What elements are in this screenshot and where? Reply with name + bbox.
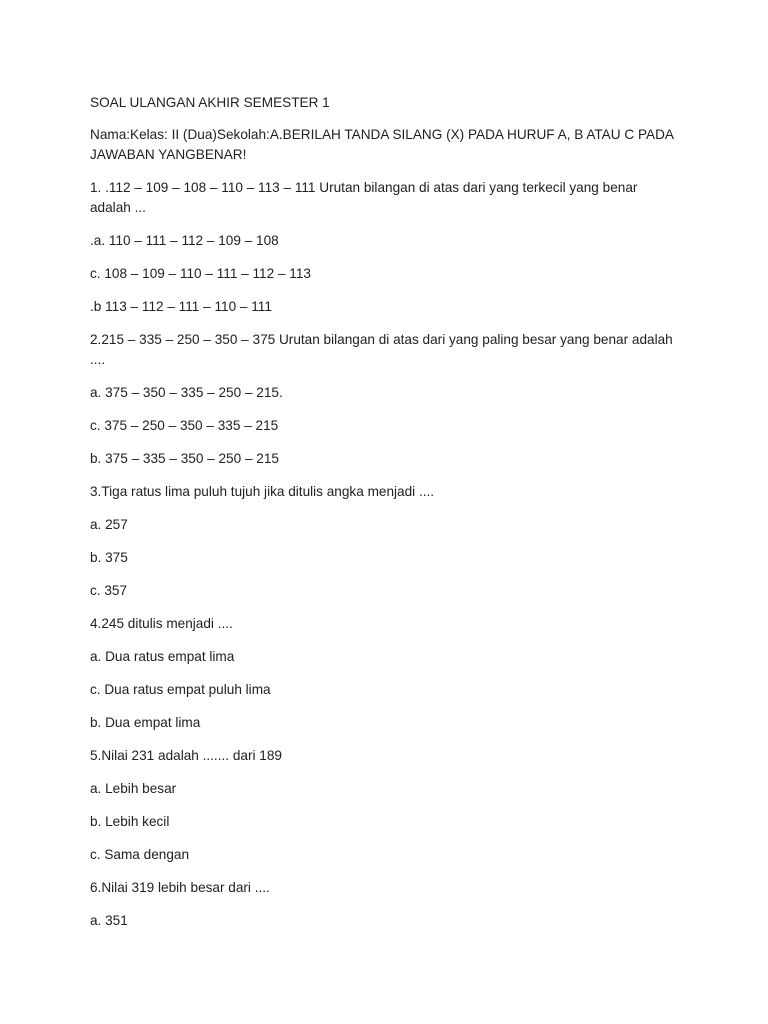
question-4-option-b: b. Dua empat lima [90,715,201,730]
document-body [90,93,680,944]
question-1-option-c: c. 108 – 109 – 110 – 111 – 112 – 113 [90,266,311,281]
question-6: 6.Nilai 319 lebih besar dari .... [90,880,270,895]
question-2-option-b: b. 375 – 335 – 350 – 250 – 215 [90,451,279,466]
question-4-option-a: a. Dua ratus empat lima [90,649,235,664]
question-1: 1. .112 – 109 – 108 – 110 – 113 – 111 Urutan bilangan di atas dari yang terkecil yang benar adalah ... [90,180,638,215]
question-5: 5.Nilai 231 adalah ....... dari 189 [90,748,282,763]
question-5-option-c: c. Sama dengan [90,847,189,862]
question-2: 2.215 – 335 – 250 – 350 – 375 Urutan bilangan di atas dari yang paling besar yang benar adalah .... [90,332,673,367]
instructions: Nama:Kelas: II (Dua)Sekolah:A.BERILAH TANDA SILANG (X) PADA HURUF A, B ATAU C PADA JAWABAN YANGBENAR! [90,127,674,162]
question-3-option-a: a. 257 [90,517,128,532]
question-2-option-c: c. 375 – 250 – 350 – 335 – 215 [90,418,279,433]
question-4-option-c: c. Dua ratus empat puluh lima [90,682,271,697]
question-4: 4.245 ditulis menjadi .... [90,616,233,631]
question-1-option-b: .b 113 – 112 – 111 – 110 – 111 [90,299,272,314]
question-2-option-a: a. 375 – 350 – 335 – 250 – 215. [90,385,283,400]
question-3-option-b: b. 375 [90,550,128,565]
question-5-option-a: a. Lebih besar [90,781,177,796]
question-5-option-b: b. Lebih kecil [90,814,170,829]
document-title: SOAL ULANGAN AKHIR SEMESTER 1 [90,95,330,110]
question-6-option-a: a. 351 [90,913,128,928]
question-1-option-a: .a. 110 – 111 – 112 – 109 – 108 [90,233,279,248]
question-3: 3.Tiga ratus lima puluh tujuh jika ditulis angka menjadi .... [90,484,435,499]
question-3-option-c: c. 357 [90,583,128,598]
